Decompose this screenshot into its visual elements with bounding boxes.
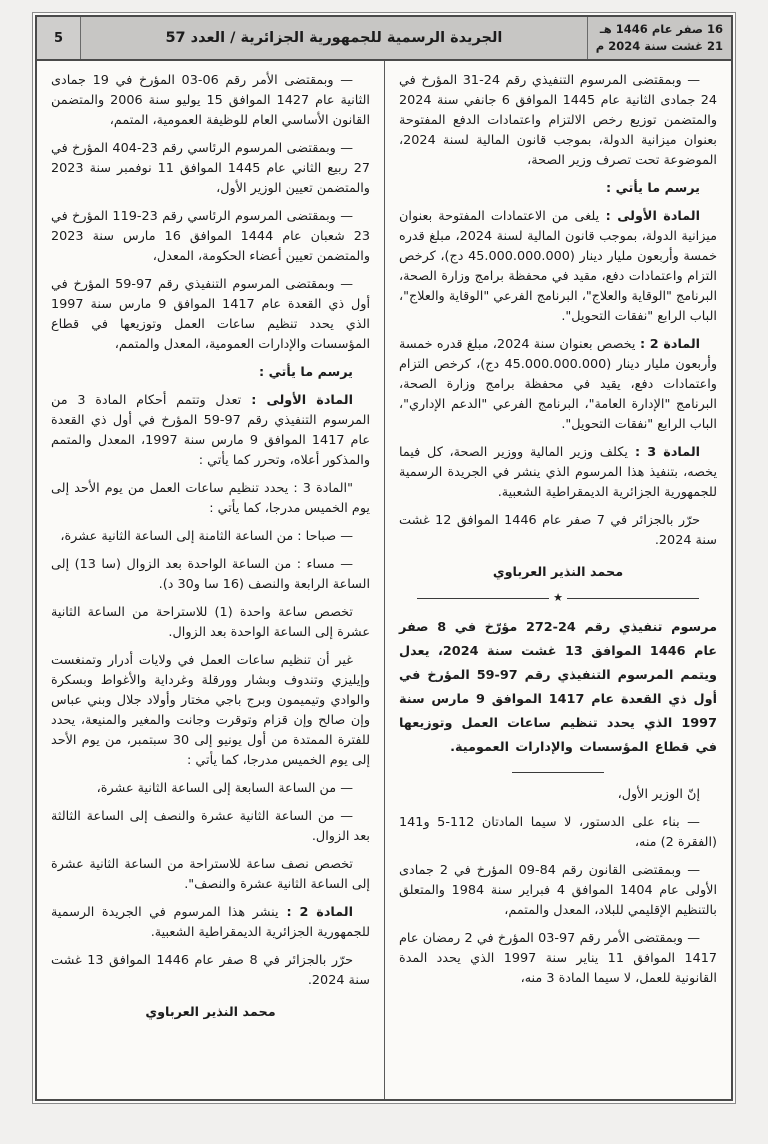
separator-line	[417, 598, 549, 599]
list-item: — من الساعة السابعة إلى الساعة الثانية عشرة،	[96, 781, 353, 796]
column-left	[37, 61, 384, 1099]
signature: محمد النذير العرباوي	[145, 1005, 276, 1020]
date-place-paragraph: حرّر بالجزائر في 8 صفر عام 1446 الموافق 13 غشت سنة 2024.	[51, 953, 370, 988]
decree-formula: يرسم ما يأتي :	[259, 365, 353, 380]
article-label: المادة الأولى :	[241, 393, 353, 408]
visa-paragraph: — بناء على الدستور، لا سيما المادتان 112-5 و141 (الفقرة 2) منه،	[399, 815, 717, 850]
visa-paragraph: — وبمقتضى الأمر رقم 97-03 المؤرخ في 2 رمضان عام 1417 الموافق 11 يناير سنة 1997 الذي يحدد المدة القانونية للعمل، لا سيما المادة 3 منه،	[399, 931, 718, 986]
opening-paragraph: إنّ الوزير الأول،	[617, 787, 700, 802]
separator-line	[567, 598, 699, 599]
page-number: 5	[37, 17, 81, 59]
article-paragraph: المادة 2 : ينشر هذا المرسوم في الجريدة الرسمية للجمهورية الجزائرية الديمقراطية الشعبية.	[51, 905, 370, 940]
visa-paragraph: — وبمقتضى المرسوم التنفيذي رقم 97-59 المؤرخ في أول ذي القعدة عام 1417 الموافق 9 مارس سنة 1997 الذي يحدد تنظيم ساعات العمل وتوزيعها في قطاع المؤسسات والإدارات العمومية، المعدل والمتمم،	[51, 277, 371, 352]
article-paragraph: المادة الأولى : تعدل وتتمم أحكام المادة 3 من المرسوم التنفيذي رقم 97-59 المؤرخ في أول ذي القعدة عام 1417 الموافق 9 مارس سنة 1997، المعدل والمتمم والمذكور أعلاه، وتحرر كما يأتي :	[51, 393, 370, 468]
article-paragraph: المادة الأولى : يلغى من الاعتمادات المفتوحة بعنوان ميزانية الدولة، بموجب قانون المالية لسنة 2024، مبلغ قدره خمسة وأربعون مليار دينار (45.000.000.000 دج)، كرخص التزام واعتمادات دفع، مقيد في محفظة برامج وزارة الصحة، البرنامج "الوقاية والعلاج"، البرنامج الفرعي "الوقاية والعلاج"، الباب الرابع "نفقات التحويل".	[399, 209, 717, 324]
page-title: الجريدة الرسمية للجمهورية الجزائرية / العدد 57	[165, 30, 503, 46]
decree-formula: يرسم ما يأتي :	[606, 181, 700, 196]
article-label: المادة 3 :	[627, 445, 701, 460]
decree-title: مرسوم تنفيذي رقم 24-272 مؤرّخ في 8 صفر عام 1446 الموافق 13 غشت سنة 2024، يعدل ويتمم المرسوم التنفيذي رقم 97-59 المؤرخ في أول ذي القعدة عام 1417 الموافق 9 مارس سنة 1997 الذي يحدد تنظيم ساعات العمل وتوزيعها في قطاع المؤسسات والإدارات العمومية.	[399, 620, 717, 755]
visa-paragraph: — وبمقتضى الأمر رقم 06-03 المؤرخ في 19 جمادى الثانية عام 1427 الموافق 15 يوليو سنة 2006 والمتضمن القانون الأساسي العام للوظيفة العمومية، المتمم،	[51, 73, 370, 128]
article-paragraph: المادة 3 : يكلف وزير المالية ووزير الصحة، كل فيما يخصه، بتنفيذ هذا المرسوم الذي ينشر في الجريدة الرسمية للجمهورية الجزائرية الديمقراطية الشعبية.	[399, 445, 717, 500]
line-separator	[512, 772, 604, 773]
page-header	[37, 17, 731, 61]
header-dates	[587, 17, 731, 59]
date-gregorian: 21 غشت سنة 2024 م	[595, 39, 723, 53]
date-hijri: 16 صفر عام 1446 هـ	[599, 22, 723, 37]
body-paragraph: تخصص ساعة واحدة (1) للاستراحة من الساعة الثانية عشرة إلى الساعة الواحدة بعد الزوال.	[51, 605, 370, 640]
page-content	[37, 61, 731, 1099]
visa-paragraph: — وبمقتضى المرسوم التنفيذي رقم 24-31 المؤرخ في 24 جمادى الثانية عام 1445 الموافق 6 جانفي سنة 2024 والمتضمن توزيع رخص الالتزام واعتمادات الدفع المفتوحة بعنوان ميزانية الدولة، بموجب قانون المالية لسنة 2024، الموضوعة تحت تصرف وزير الصحة،	[399, 73, 717, 168]
quoted-article-paragraph: "المادة 3 : يحدد تنظيم ساعات العمل من يوم الأحد إلى يوم الخميس مدرجا، كما يأتي :	[51, 481, 370, 516]
visa-paragraph: — وبمقتضى المرسوم الرئاسي رقم 23-404 المؤرخ في 27 ربيع الثاني عام 1445 الموافق 11 نوفمبر سنة 2023 والمتضمن تعيين الوزير الأول،	[51, 141, 370, 196]
page-border	[35, 15, 733, 1101]
star-icon: ★	[553, 591, 563, 604]
list-item: — صباحا : من الساعة الثامنة إلى الساعة الثانية عشرة،	[60, 529, 353, 544]
list-item: — مساء : من الساعة الواحدة بعد الزوال (سا 13) إلى الساعة الرابعة والنصف (16 سا و30 د).	[51, 557, 370, 592]
article-label: المادة 2 :	[278, 905, 353, 920]
body-paragraph: تخصص نصف ساعة للاستراحة من الساعة الثانية عشرة إلى الساعة الثانية عشرة والنصف".	[51, 857, 370, 892]
list-item: — من الساعة الثانية عشرة والنصف إلى الساعة الثالثة بعد الزوال.	[51, 809, 370, 844]
visa-paragraph: — وبمقتضى القانون رقم 84-09 المؤرخ في 2 جمادى الأولى عام 1404 الموافق 4 فبراير سنة 1984 والمتعلق بالتنظيم الإقليمي للبلاد، المعدل والمتمم،	[399, 863, 718, 918]
date-place-paragraph: حرّر بالجزائر في 7 صفر عام 1446 الموافق 12 غشت سنة 2024.	[399, 513, 717, 548]
article-paragraph: المادة 2 : يخصص بعنوان سنة 2024، مبلغ قدره خمسة وأربعون مليار دينار (45.000.000.000 دج)، كرخص التزام واعتمادات دفع، يقيد في محفظة برامج وزارة الصحة، البرنامج "الإدارة العامة"، البرنامج الفرعي "الدعم الإداري"، الباب الرابع "نفقات التحويل".	[399, 337, 717, 432]
signature: محمد النذير العرباوي	[492, 565, 624, 580]
star-separator	[417, 593, 699, 604]
body-paragraph: غير أن تنظيم ساعات العمل في ولايات أدرار وتمنغست وإيليزي وتندوف وبشار وورقلة وغرداية والأغواط وبسكرة والوادي وتيميمون وبرج باجي مختار وأولاد جلال وبني عباس وإن صالح وإن قزام وتوقرت وجانت والمغير والمنيعة، يحدد للفترة الممتدة من أول يونيو إلى 30 سبتمبر، من يوم الأحد إلى يوم الخميس مدرجا، كما يأتي :	[51, 653, 370, 768]
gazette-page	[32, 12, 736, 1104]
visa-paragraph: — وبمقتضى المرسوم الرئاسي رقم 23-119 المؤرخ في 23 شعبان عام 1444 الموافق 16 مارس سنة 2023 والمتضمن تعيين أعضاء الحكومة، المعدل،	[51, 209, 370, 264]
article-label: المادة 2 :	[635, 337, 701, 352]
article-label: المادة الأولى :	[599, 209, 700, 224]
column-right	[384, 61, 731, 1099]
